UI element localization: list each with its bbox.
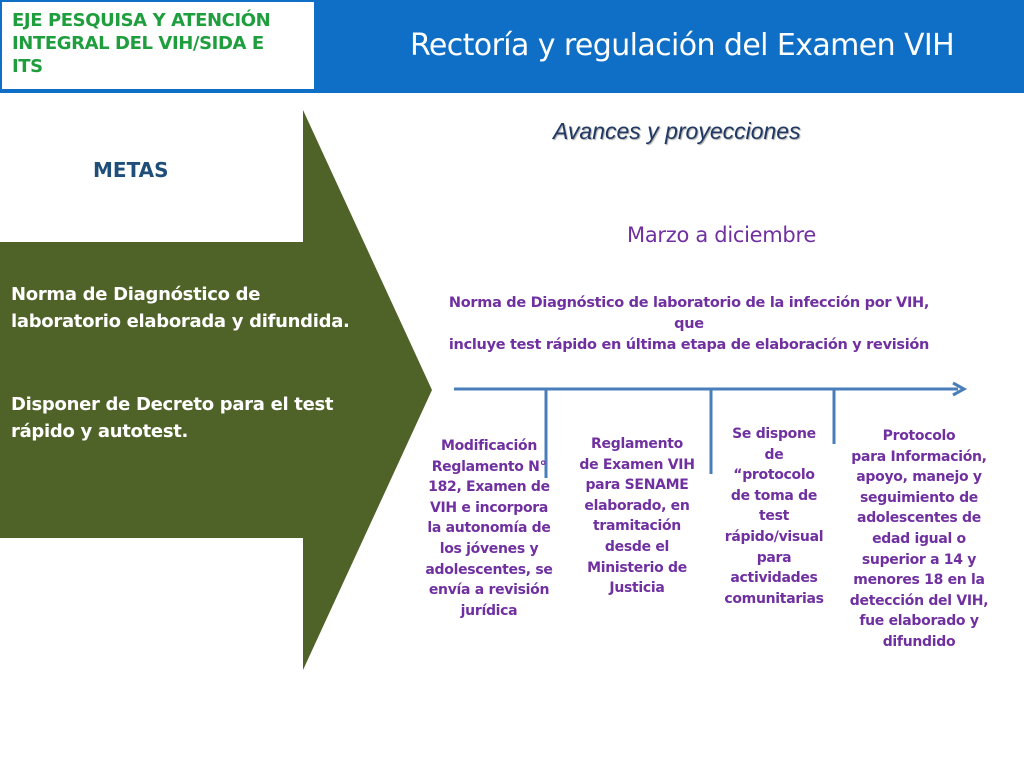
timeline-item-line: para	[756, 549, 792, 566]
arrow-polygon	[0, 110, 432, 670]
timeline-item-line: menores 18 en la	[853, 572, 985, 589]
timeline-item-line: rápido/visual	[724, 528, 824, 545]
goal-line: laboratorio elaborada y difundida.	[11, 311, 350, 332]
timeline-item-line: de	[764, 446, 784, 463]
timeline-item-line: la autonomía de	[427, 520, 551, 537]
eje-line: ITS	[12, 56, 43, 77]
timeline-item-line: edad igual o	[872, 530, 966, 547]
norma-line: Norma de Diagnóstico de laboratorio de la infección por VIH, que	[448, 295, 930, 332]
timeline-item-line: apoyo, manejo y	[856, 469, 982, 486]
goal-item	[11, 391, 351, 445]
timeline-item-line: envía a revisión	[428, 582, 550, 599]
timeline-item-line: Ministerio de	[587, 559, 687, 576]
norma-description	[440, 293, 938, 356]
timeline-item-line: tramitación	[593, 518, 681, 535]
timeline-item-line: jurídica	[460, 602, 518, 619]
eje-line: EJE PESQUISA Y ATENCIÓN	[12, 10, 271, 31]
timeline-item-line: difundido	[882, 633, 956, 650]
page-title: Rectoría y regulación del Examen VIH	[410, 28, 955, 63]
timeline-item-line: elaborado, en	[584, 497, 690, 514]
timeline-item-line: test	[758, 508, 789, 525]
eje-line: INTEGRAL DEL VIH/SIDA E	[12, 33, 264, 54]
timeline-item	[424, 436, 554, 621]
goal-item	[11, 281, 351, 335]
goal-line: Norma de Diagnóstico de	[11, 284, 261, 305]
timeline-item-line: Modificación	[440, 438, 538, 454]
goals-arrow-shape	[0, 110, 432, 670]
timeline-item-line: actividades	[730, 570, 818, 587]
timeline-item-line: adolescentes de	[857, 510, 981, 527]
timeline-item	[714, 424, 834, 609]
timeline-item-line: de Examen VIH	[579, 456, 695, 473]
timeline-item-line: comunitarias	[724, 590, 824, 607]
goal-line: Disponer de Decreto para el test	[11, 394, 334, 415]
timeline-item-line: desde el	[604, 538, 670, 555]
timeline-item-line: 182, Examen de	[428, 479, 550, 496]
goal-line: rápido y autotest.	[11, 421, 189, 442]
timeline-item	[572, 434, 702, 599]
section-subtitle: Avances y proyecciones	[553, 118, 801, 144]
metas-heading: METAS	[93, 158, 169, 182]
timeline-item-line: seguimiento de	[860, 489, 978, 506]
timeline-item-line: de toma de	[730, 487, 818, 504]
norma-line: incluye test rápido en última etapa de elaboración y revisión	[448, 337, 930, 353]
timeline-item-line: Protocolo	[882, 428, 956, 444]
timeline-item-line: para Información,	[851, 448, 987, 465]
timeline-item-line: para SENAME	[585, 477, 689, 494]
period-label: Marzo a diciembre	[627, 223, 816, 247]
timeline-item-line: adolescentes, se	[425, 561, 553, 578]
timeline-item-line: fue elaborado y	[859, 613, 979, 630]
timeline-item-line: Reglamento	[591, 436, 683, 452]
timeline-item-line: superior a 14 y	[861, 551, 977, 568]
timeline-item-line: Justicia	[609, 580, 665, 597]
timeline-item-line: Se dispone	[732, 426, 816, 442]
timeline-item-line: detección del VIH,	[849, 592, 989, 609]
timeline-item-line: los jóvenes y	[439, 540, 539, 557]
timeline-item	[846, 426, 992, 653]
timeline-item-line: VIH e incorpora	[429, 499, 549, 516]
timeline-item-line: Reglamento N°	[431, 458, 547, 475]
timeline-item-line: “protocolo	[733, 467, 815, 484]
eje-label-box	[0, 0, 316, 91]
